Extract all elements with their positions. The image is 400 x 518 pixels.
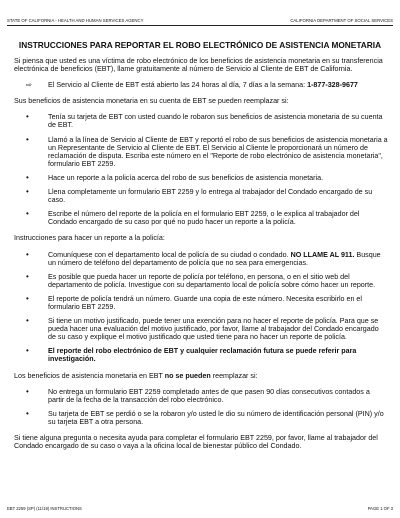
bullet-icon: • [26,172,29,182]
list-item: • El reporte del robo electrónico de EBT y cualquier reclamación futura se puede referir para investigación. [26,346,357,364]
bullet-icon: • [26,187,29,197]
arrow-icon: ⇨ [26,81,32,90]
bullet-icon: • [26,408,29,418]
intro-paragraph: Si piensa que usted es una víctima de robo electrónico de los beneficios de asistencia monetaria en su transferencia electrónica de beneficios (EBT), llame gratuitamente al número de Servicio al Cliente de EBT de California. [14,57,383,74]
list-item: • Llena completamente un formulario EBT 2259 y lo entrega al trabajador del Condado encargado de su caso. [26,187,373,205]
bullet-icon: • [26,134,29,144]
bullet-icon: • [26,293,29,303]
list-item: • Llamó a la línea de Servicio al Cliente de EBT y reportó el robo de sus beneficios de asistencia monetaria a un Representante de Servicio al Cliente de EBT. El Servicio al Cliente le proporcionará un número de reclamación de disputa. Escriba este número en el "Reporte de robo electrónico de asistencia monetaria", formulario EBT 2259. [26,134,388,168]
not-replace-intro: Los beneficios de asistencia monetaria en EBT no se pueden reemplazar si: [14,371,258,380]
document-body [14,57,388,458]
service-phone-number: 1-877-328-9677 [307,81,358,90]
service-hours-text: El Servicio al Cliente de EBT está abierto las 24 horas al día, 7 días a la semana: [48,81,308,90]
list-item: • El reporte de policía tendrá un número. Guarde una copia de este número. Necesita escribirlo en el formulario EBT 2259. [26,293,362,311]
bullet-icon: • [26,386,29,396]
not-replace-conditions-list [14,388,388,426]
page-footer [7,506,393,511]
replace-conditions-list [14,113,388,226]
list-item: • Comuníquese con el departamento local de policía de su ciudad o condado. NO LLAME AL 911. Busque un número de teléfono del departamento de policía que no sea para emergencias. [26,249,381,267]
replace-intro: Sus beneficios de asistencia monetaria en su cuenta de EBT se pueden reemplazar si: [14,97,289,106]
police-intro: Instrucciones para hacer un reporte a la policía: [14,234,165,243]
police-steps-list [14,251,388,364]
document-title: INSTRUCCIONES PARA REPORTAR EL ROBO ELECTRÓNICO DE ASISTENCIA MONETARIA [18,40,382,50]
list-item: • Si tiene un motivo justificado, puede tener una exención para no hacer el reporte de policía. Para que se pueda hacer una evaluación del motivo justificado, por favor, llame al trabajador del Condado encargado de su caso y explique el motivo justificado que usted tiene para no hacer un reporte de policía. [26,316,379,342]
list-item: • Su tarjeta de EBT se perdió o se la robaron y/o usted le dio su número de identificación personal (PIN) y/o su tarjeta EBT a otra persona. [26,408,384,426]
bullet-icon: • [26,271,29,281]
page-number: PAGE 1 OF 3 [367,506,393,511]
bullet-icon: • [26,316,29,326]
list-item: • Es posible que pueda hacer un reporte de policía por teléfono, en persona, o en el sitio web del departamento de policía. Investigue con su departamento local de policía sobre cómo hacer un reporte. [26,271,376,289]
list-item: • Escribe el número del reporte de la policía en el formulario EBT 2259, o le explica al trabajador del Condado encargado de su caso por qué no pudo hacer un reporte a la policía. [26,209,360,227]
header-department: CALIFORNIA DEPARTMENT OF SOCIAL SERVICES [290,18,393,23]
header-agency: STATE OF CALIFORNIA - HEALTH AND HUMAN SERVICES AGENCY [7,18,144,23]
bullet-icon: • [26,249,29,259]
service-line [14,81,388,89]
closing-paragraph: Si tiene alguna pregunta o necesita ayuda para completar el formulario EBT 2259, por favor, llame al trabajador del Condado encargado de su caso o vaya a la oficina local de bienestar público del Condado. [14,434,378,451]
list-item: • Tenía su tarjeta de EBT con usted cuando le robaron sus beneficios de asistencia monetaria de su cuenta de EBT. [26,112,383,130]
list-item: • Hace un reporte a la policía acerca del robo de sus beneficios de asistencia monetaria. [26,172,324,182]
page-header [7,18,393,26]
bullet-icon: • [26,346,29,356]
bullet-icon: • [26,209,29,219]
list-item: • No entrega un formulario EBT 2259 completado antes de que pasen 90 días consecutivos contados a partir de la fecha de la transacción del robo electrónico. [26,386,370,404]
form-number: EBT 2259 (SP) (11/19) INSTRUCTIONS [7,506,82,511]
bullet-icon: • [26,112,29,122]
